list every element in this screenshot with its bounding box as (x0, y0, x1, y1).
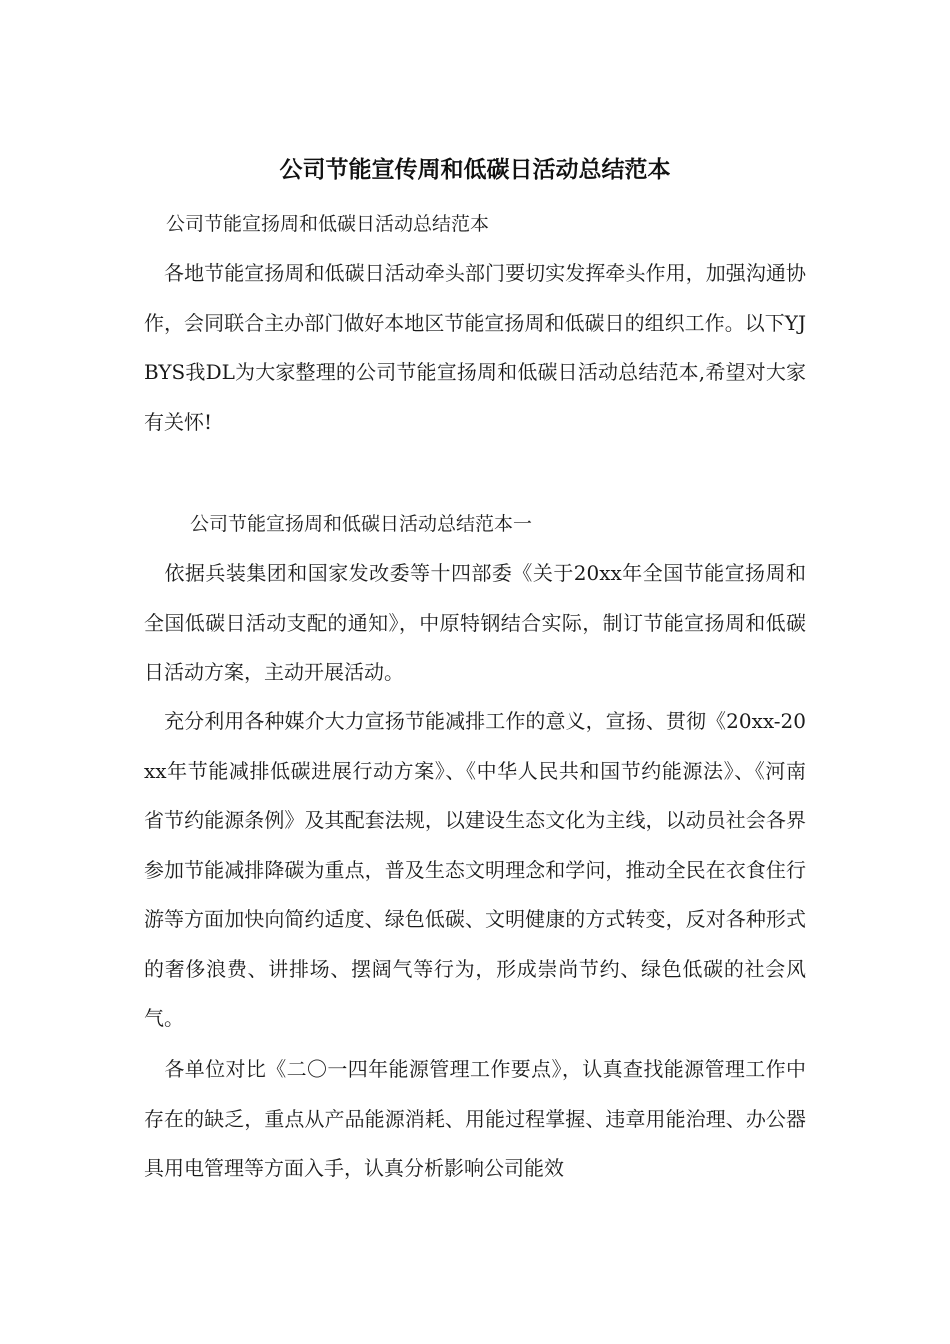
document-subtitle: 公司节能宣扬周和低碳日活动总结范本 (166, 213, 490, 235)
document-title: 公司节能宣传周和低碳日活动总结范本 (279, 157, 671, 183)
body-paragraph: 依据兵装集团和国家发改委等十四部委《关于20xx年全国节能宣扬周和全国低碳日活动支配的通知》，中原特钢结合实际，制订节能宣扬周和低碳日活动方案，主动开展活动。 (144, 561, 806, 684)
section-heading: 公司节能宣扬周和低碳日活动总结范本一 (190, 513, 533, 535)
body-paragraph: 充分利用各种媒介大力宣扬节能减排工作的意义，宣扬、贯彻《20xx-20xx年节能减排低碳进展行动方案》、《中华人民共和国节约能源法》、《河南省节约能源条例》及其配套法规，以建设生态文化为主线，以动员社会各界参加节能减排降碳为重点，普及生态文明理念和学问，推动全民在衣食住行游等方面加快向简约适度、绿色低碳、文明健康的方式转变，反对各种形式的奢侈浪费、讲排场、摆阔气等行为，形成崇尚节约、绿色低碳的社会风气。 (144, 709, 806, 1030)
intro-paragraph: 各地节能宣扬周和低碳日活动牵头部门要切实发挥牵头作用，加强沟通协作，会同联合主办部门做好本地区节能宣扬周和低碳日的组织工作。以下YJBYS我DL为大家整理的公司节能宣扬周和低碳日活动总结范本,希望对大家有关怀! (144, 261, 806, 434)
body-paragraph: 各单位对比《二〇一四年能源管理工作要点》，认真查找能源管理工作中存在的缺乏，重点从产品能源消耗、用能过程掌握、违章用能治理、办公器具用电管理等方面入手，认真分析影响公司能效 (144, 1057, 806, 1180)
